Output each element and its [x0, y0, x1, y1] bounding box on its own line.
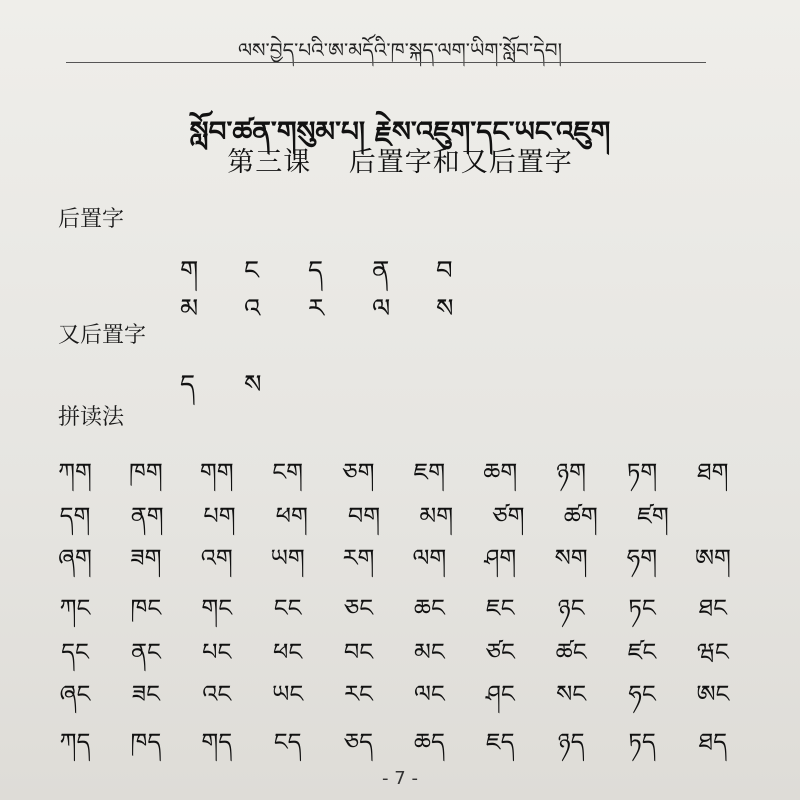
syllable: ཐང — [698, 594, 728, 622]
syllable: འང — [202, 680, 232, 708]
syllable: ཛང — [627, 638, 657, 666]
post-suffix-letter: ས — [244, 370, 262, 400]
syllable: ཉག — [556, 458, 586, 486]
syllable: ཆག — [483, 458, 518, 486]
syllable: ཁད — [130, 728, 162, 756]
syllable: ཕང — [273, 638, 303, 666]
syllable: ཤག — [484, 544, 517, 572]
syllable: ཆད — [413, 728, 445, 756]
syllable: བག — [347, 502, 381, 530]
syllable: ཆང — [413, 594, 445, 622]
syllable: ཕག — [275, 502, 308, 530]
syllable: ཤང — [485, 680, 515, 708]
syllable: ཉང — [557, 594, 585, 622]
syllable: གད — [201, 728, 233, 756]
syllable: དག — [59, 502, 91, 530]
suffix-letter: ར — [308, 294, 325, 324]
syllable: གག — [199, 458, 234, 486]
syllable: ཧང — [628, 680, 656, 708]
spelling-heading: 拼读法 — [58, 405, 125, 430]
syllable: ཀད — [59, 728, 91, 756]
header-rule — [66, 62, 706, 63]
syllable: བང — [343, 638, 374, 666]
syllable: ཞང — [59, 680, 91, 708]
syllable: ཉད — [557, 728, 585, 756]
syllable: ཞག — [58, 544, 92, 572]
lesson-topic: 后置字和又后置字 — [348, 147, 573, 178]
syllable: ཨང — [696, 680, 730, 708]
suffix-letter: ལ — [372, 294, 391, 324]
suffix-letter: ད — [308, 256, 324, 286]
syllable: ལང — [413, 680, 445, 708]
syllable: ཡག — [270, 544, 305, 572]
syllable: ཁག — [129, 458, 163, 486]
syllable: ཚང — [555, 638, 587, 666]
post-suffix-heading: 又后置字 — [58, 323, 147, 348]
running-header: ལས་བྱེད་པའི་ཨ་མདོའི་ཁ་སྐད་ལག་ཡིག་སློབ་དེབ། — [237, 38, 563, 62]
syllable: ཏང — [628, 594, 656, 622]
lesson-number: 第三课 — [227, 147, 312, 178]
syllable: ཇག — [413, 458, 446, 486]
suffix-heading: 后置字 — [58, 207, 125, 232]
suffix-letter: ན — [372, 256, 390, 286]
syllable: ཇང — [486, 594, 515, 622]
page-number: - 7 - — [382, 768, 418, 789]
suffix-letter: མ — [180, 294, 199, 324]
syllable: པག — [203, 502, 236, 530]
suffix-letter: འ — [244, 294, 261, 324]
syllable: པང — [202, 638, 232, 666]
syllable: ཝང — [697, 638, 729, 666]
syllable: འག — [200, 544, 233, 572]
lesson-title-chinese — [0, 140, 800, 179]
syllable: དང — [61, 638, 89, 666]
syllable: ལག — [412, 544, 447, 572]
syllable: ཚག — [563, 502, 598, 530]
syllable: ངག — [272, 458, 303, 486]
syllable: ཅག — [342, 458, 375, 486]
syllable: ཁང — [130, 594, 162, 622]
syllable: རང — [344, 680, 373, 708]
syllable: ཛག — [637, 502, 669, 530]
syllable: ཐད — [698, 728, 728, 756]
syllable: ཡང — [272, 680, 304, 708]
syllable: ཀང — [59, 594, 91, 622]
syllable: ཀག — [58, 458, 92, 486]
syllable: ཅད — [343, 728, 374, 756]
post-suffix-row — [180, 356, 308, 429]
syllable: ཟང — [131, 680, 160, 708]
syllable: ཙག — [492, 502, 525, 530]
suffix-letter: ས — [436, 294, 454, 324]
syllable: ངང — [273, 594, 302, 622]
syllable: ཏད — [628, 728, 656, 756]
syllable: ཇད — [485, 728, 515, 756]
lesson-title-tibetan: སློབ་ཚན་གསུམ་པ། རྗེས་འཇུག་དང་ཡང་འཇུག — [189, 115, 611, 148]
syllable: ཙང — [485, 638, 515, 666]
suffix-letter: ང — [244, 256, 260, 286]
syllable: ཨག — [694, 544, 731, 572]
syllable: ཏག — [626, 458, 658, 486]
syllable: ནག — [130, 502, 164, 530]
syllable: མང — [414, 638, 445, 666]
syllable: ངད — [273, 728, 302, 756]
suffix-letter: བ — [436, 256, 453, 286]
syllable: ནང — [130, 638, 161, 666]
syllable: སང — [556, 680, 587, 708]
post-suffix-letter: ད — [180, 370, 196, 400]
syllable: ཐག — [697, 458, 729, 486]
syllable: སག — [554, 544, 588, 572]
suffix-row-2 — [180, 280, 500, 353]
syllable: མག — [419, 502, 454, 530]
syllable: ཅང — [343, 594, 374, 622]
syllable: གང — [201, 594, 233, 622]
suffix-letter: ག — [180, 256, 199, 286]
syllable: ཧག — [626, 544, 658, 572]
syllable: རག — [342, 544, 375, 572]
syllable: ཟག — [130, 544, 162, 572]
